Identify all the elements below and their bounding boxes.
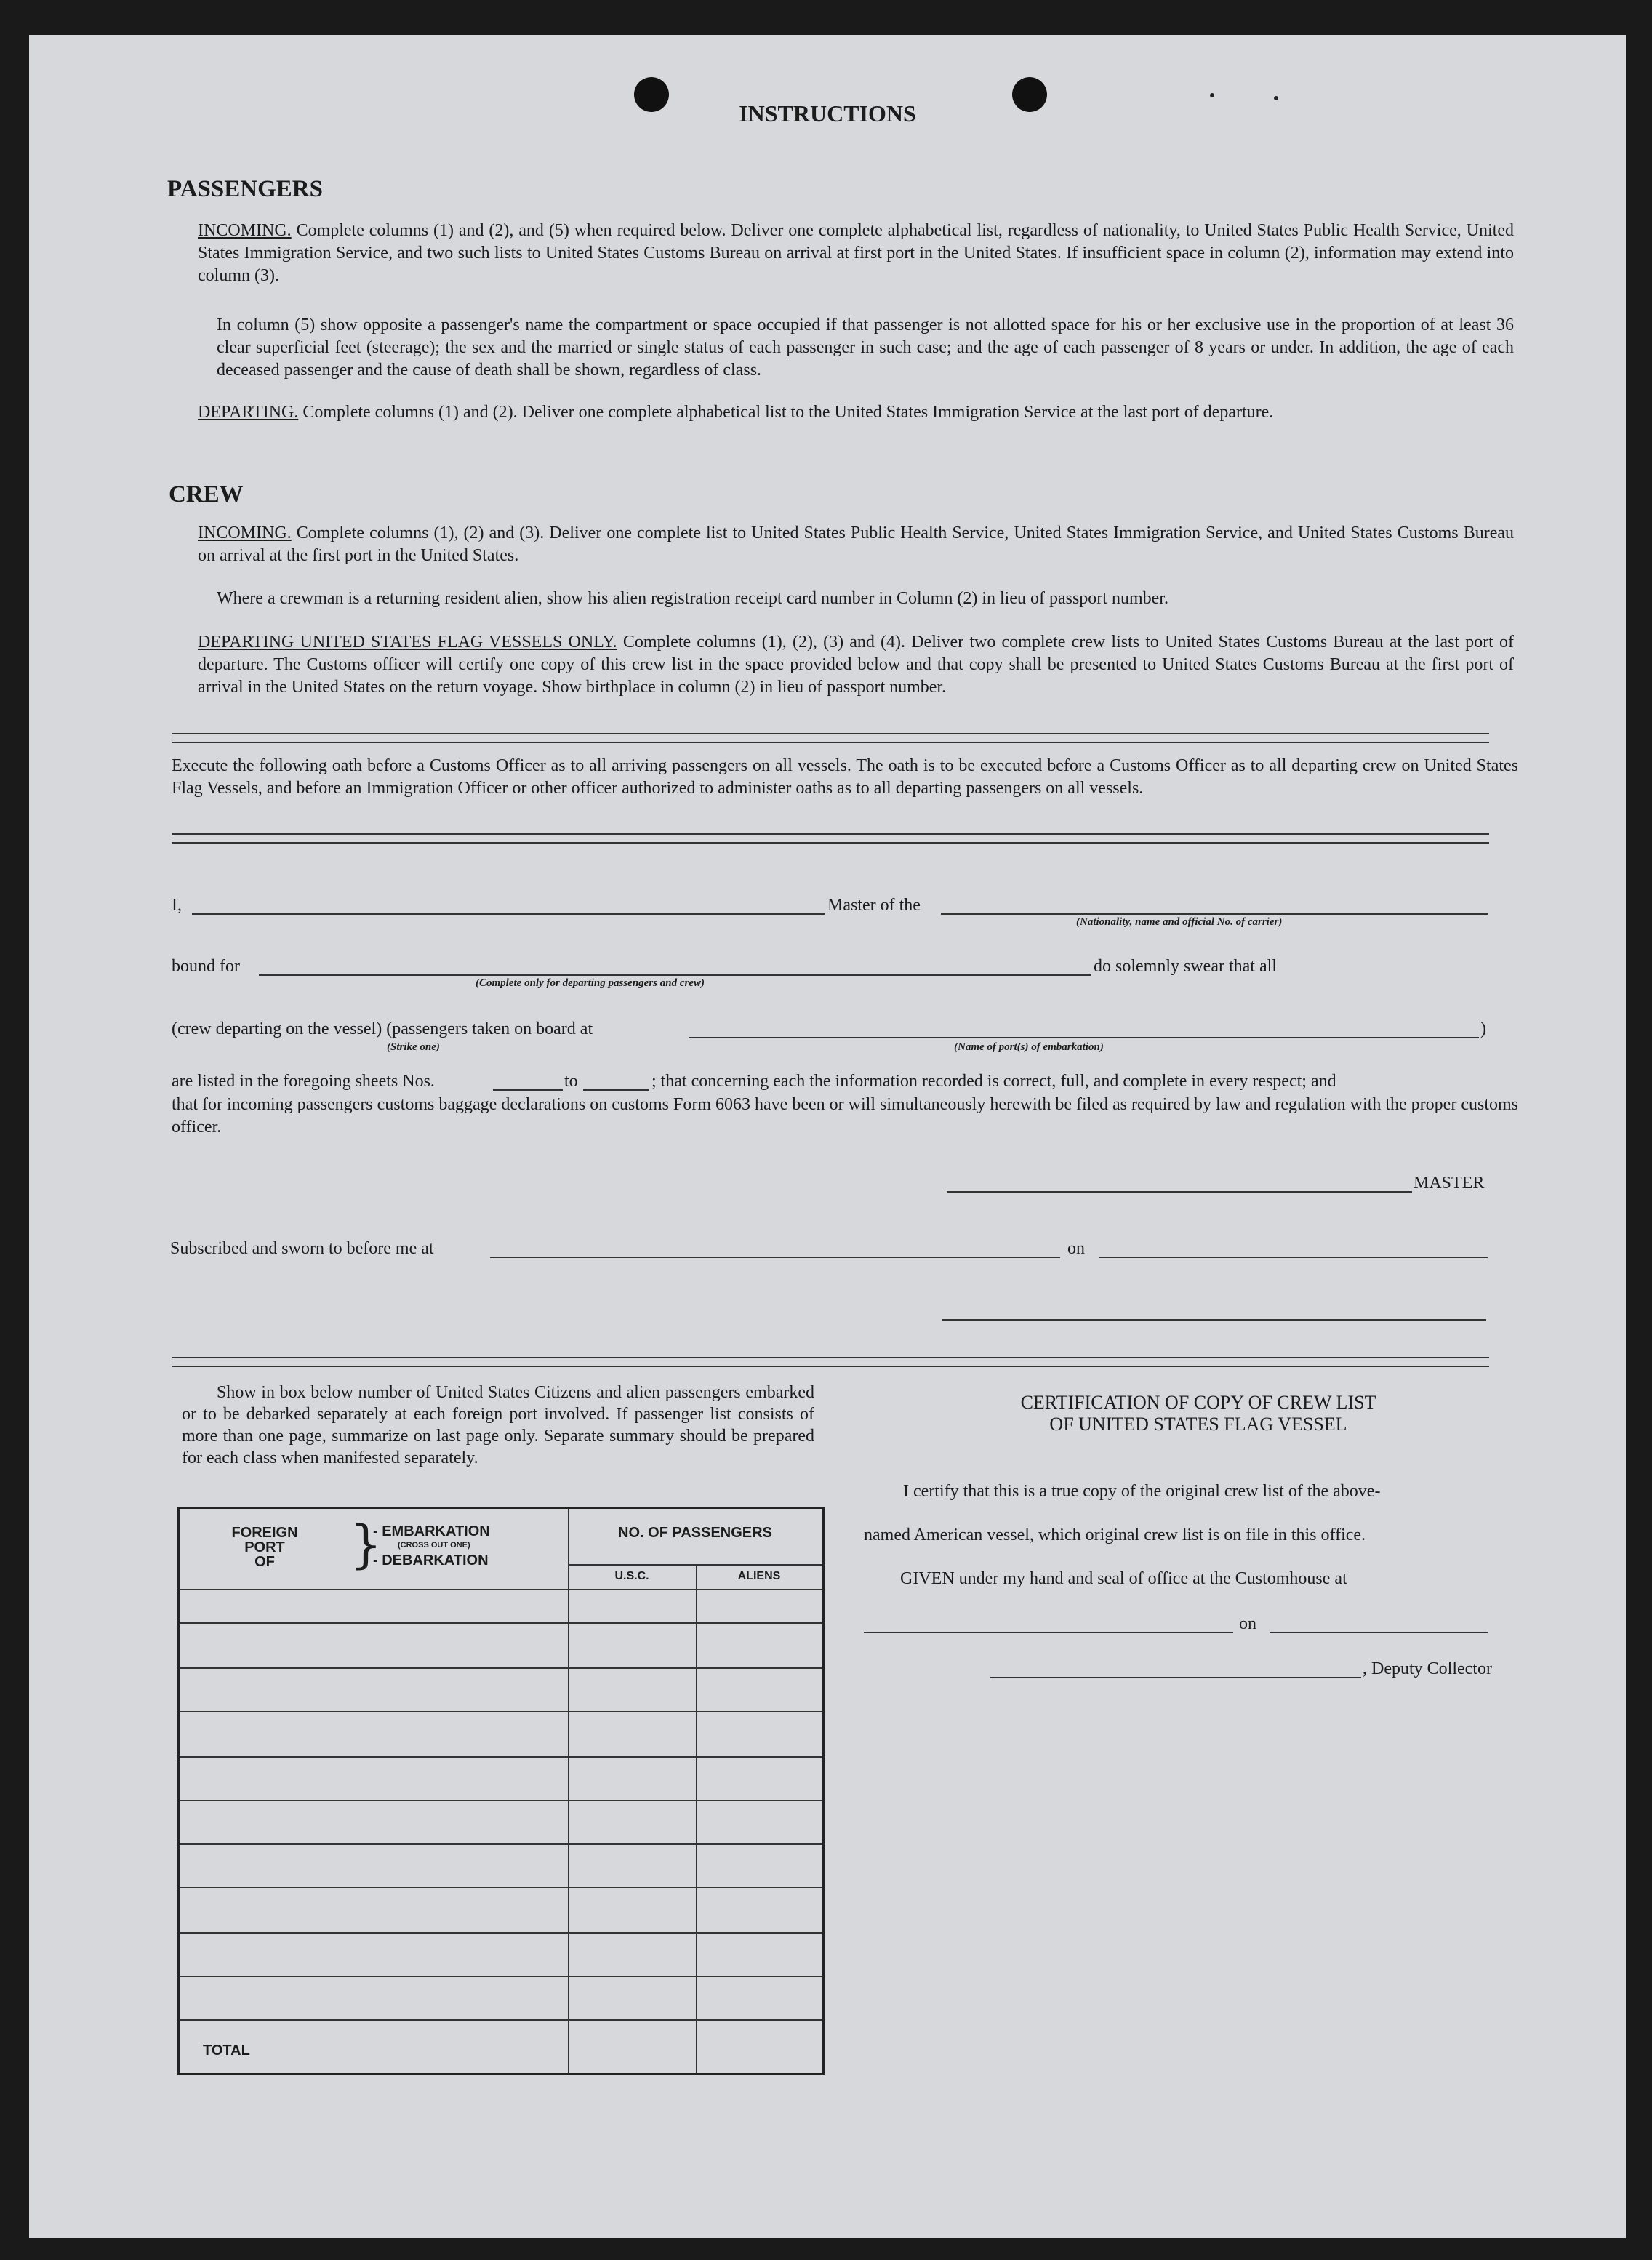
bound-for-field[interactable] bbox=[259, 974, 1091, 976]
table-row bbox=[180, 1976, 822, 1977]
master-name-field[interactable] bbox=[192, 913, 825, 915]
subscribed-place-field[interactable] bbox=[490, 1257, 1060, 1258]
table-row bbox=[180, 2019, 822, 2021]
total-label: TOTAL bbox=[203, 2043, 250, 2059]
usc-header: U.S.C. bbox=[614, 1570, 649, 1582]
oath-i-label: I, bbox=[172, 896, 182, 915]
col-of: OF bbox=[254, 1554, 275, 1570]
oath-intro-paragraph: Execute the following oath before a Customs Officer as to all arriving passengers on all vessels. The oath is to be executed before a Customs Officer as to all departing crew on United States Flag Vessels, and before an Immigration Officer or other officer authorized to administer oaths as to all departing passengers on all vessels. bbox=[172, 756, 1518, 798]
bound-for-label: bound for bbox=[172, 957, 240, 976]
deputy-signature-field[interactable] bbox=[990, 1677, 1361, 1678]
speck-mark bbox=[1210, 93, 1214, 97]
certify-line-2: named American vessel, which original crew list is on file in this office. bbox=[864, 1526, 1366, 1544]
passengers-incoming-text: Complete columns (1) and (2), and (5) when required below. Deliver one complete alphabetical list, regardless of nationality, to United States Public Health Service, United States Immigration Service, and two such lists to United States Customs Bureau on arrival at first port in the United States. If insufficient space in column (2), information may extend into column (3). bbox=[198, 221, 1514, 285]
sheet-to-field[interactable] bbox=[583, 1089, 649, 1091]
passengers-incoming-paragraph bbox=[198, 220, 1514, 287]
passengers-departing-label: DEPARTING. bbox=[198, 403, 299, 422]
table-row bbox=[180, 1589, 822, 1590]
passenger-summary-table bbox=[177, 1507, 825, 2075]
table-row bbox=[180, 1711, 822, 1712]
crew-incoming-label: INCOMING. bbox=[198, 524, 292, 542]
no-passengers-header: NO. OF PASSENGERS bbox=[618, 1525, 772, 1541]
carrier-field[interactable] bbox=[941, 913, 1488, 915]
cross-out-label: (CROSS OUT ONE) bbox=[398, 1541, 470, 1550]
embarkation-label: - EMBARKATION bbox=[373, 1523, 490, 1539]
passengers-incoming-label: INCOMING. bbox=[198, 221, 292, 240]
table-row bbox=[180, 1756, 822, 1758]
certification-heading-2: OF UNITED STATES FLAG VESSEL bbox=[1049, 1414, 1347, 1435]
given-line: GIVEN under my hand and seal of office at the Customhouse at bbox=[900, 1569, 1347, 1588]
crew-departing-label: (crew departing on the vessel) (passengers taken on board at bbox=[172, 1019, 593, 1038]
passengers-column5-paragraph: In column (5) show opposite a passenger's name the compartment or space occupied if that passenger is not allotted space for his or her exclusive use in the proportion of at least 36 clear superficial feet (steerage); the sex and the married or single status of each passenger in such case; and the age of each passenger of 8 years or under. In addition, the age of each deceased passenger and the cause of death shall be shown, regardless of class. bbox=[217, 316, 1514, 380]
certify-line-1: I certify that this is a true copy of the original crew list of the above- bbox=[903, 1482, 1381, 1501]
listed-line-2: that for incoming passengers customs baggage declarations on customs Form 6063 have been or will simultaneously herewith be filed as required by law and regulation with the proper customs officer. bbox=[172, 1095, 1518, 1137]
passengers-heading: PASSENGERS bbox=[167, 176, 323, 202]
deputy-collector-label: , Deputy Collector bbox=[1363, 1659, 1492, 1678]
subscribed-on-label: on bbox=[1067, 1239, 1085, 1258]
page-title: INSTRUCTIONS bbox=[739, 100, 916, 127]
summary-instructions: Show in box below number of United States Citizens and alien passengers embarked or to be debarked separately at each foreign port involved. If passenger list consists of more than one page, summarize on last page only. Separate summary should be prepared for each class when manifested separately. bbox=[182, 1383, 814, 1467]
to-label: to bbox=[564, 1072, 578, 1091]
solemnly-swear-label: do solemnly swear that all bbox=[1094, 957, 1277, 976]
brace-icon: } bbox=[350, 1515, 382, 1574]
aliens-header: ALIENS bbox=[737, 1570, 781, 1582]
document-page bbox=[29, 35, 1626, 2238]
officer-signature-field[interactable] bbox=[942, 1319, 1486, 1321]
table-row bbox=[180, 1843, 822, 1845]
crew-incoming-text: Complete columns (1), (2) and (3). Deliver one complete list to United States Public Health Service, United States Immigration Service, and United States Customs Bureau on arrival at the first port in the United States. bbox=[198, 524, 1515, 565]
crew-departing-paragraph bbox=[198, 631, 1514, 699]
crew-departing-text: Complete columns (1), (2), (3) and (4). Deliver two complete crew lists to United States Customs Bureau at the last port of departure. The Customs officer will certify one copy of this crew list in the space provided below and that copy shall be presented to United States Customs Bureau at the first port of arrival in the United States on the return voyage. Show birthplace in column (2) in lieu of passport number. bbox=[198, 633, 1514, 697]
table-row bbox=[180, 1800, 822, 1801]
master-of-the-label: Master of the bbox=[827, 896, 921, 915]
debarkation-label: - DEBARKATION bbox=[373, 1552, 489, 1568]
embarkation-port-field[interactable] bbox=[689, 1037, 1479, 1038]
section-divider bbox=[172, 833, 1489, 844]
crew-heading: CREW bbox=[169, 481, 244, 508]
listed-sheets-label: are listed in the foregoing sheets Nos. bbox=[172, 1072, 435, 1091]
table-row bbox=[180, 1667, 822, 1669]
close-paren: ) bbox=[1480, 1019, 1486, 1038]
section-divider bbox=[172, 1357, 1489, 1367]
certification-heading-1: CERTIFICATION OF COPY OF CREW LIST bbox=[1020, 1392, 1376, 1413]
crew-incoming-paragraph bbox=[198, 522, 1514, 567]
master-signature-field[interactable] bbox=[947, 1191, 1412, 1193]
certification-date-field[interactable] bbox=[1270, 1632, 1488, 1633]
certification-on-label: on bbox=[1239, 1614, 1256, 1633]
customhouse-place-field[interactable] bbox=[864, 1632, 1233, 1633]
table-row bbox=[180, 1622, 822, 1624]
port-embarkation-caption: (Name of port(s) of embarkation) bbox=[954, 1041, 1104, 1053]
crew-returning-paragraph: Where a crewman is a returning resident alien, show his alien registration receipt card number in Column (2) in lieu of passport number. bbox=[217, 589, 1168, 608]
passengers-departing-paragraph bbox=[198, 401, 1514, 424]
crew-departing-label: DEPARTING UNITED STATES FLAG VESSELS ONLY. bbox=[198, 633, 617, 652]
sheet-from-field[interactable] bbox=[493, 1089, 563, 1091]
passengers-departing-text: Complete columns (1) and (2). Deliver one complete alphabetical list to the United States Immigration Service at the last port of departure. bbox=[302, 403, 1274, 422]
table-row bbox=[180, 1887, 822, 1888]
listed-suffix-text: ; that concerning each the information recorded is correct, full, and complete in every respect; and bbox=[651, 1072, 1336, 1091]
section-divider bbox=[172, 733, 1489, 743]
master-signature-label: MASTER bbox=[1414, 1174, 1485, 1193]
table-row bbox=[180, 1932, 822, 1934]
subscribed-label: Subscribed and sworn to before me at bbox=[170, 1239, 434, 1258]
subscribed-date-field[interactable] bbox=[1099, 1257, 1488, 1258]
strike-one-caption: (Strike one) bbox=[387, 1041, 440, 1053]
nationality-caption: (Nationality, name and official No. of carrier) bbox=[1076, 916, 1283, 928]
col-foreign: FOREIGN bbox=[231, 1525, 298, 1541]
col-port: PORT bbox=[244, 1539, 285, 1555]
complete-only-caption: (Complete only for departing passengers and crew) bbox=[476, 977, 705, 989]
